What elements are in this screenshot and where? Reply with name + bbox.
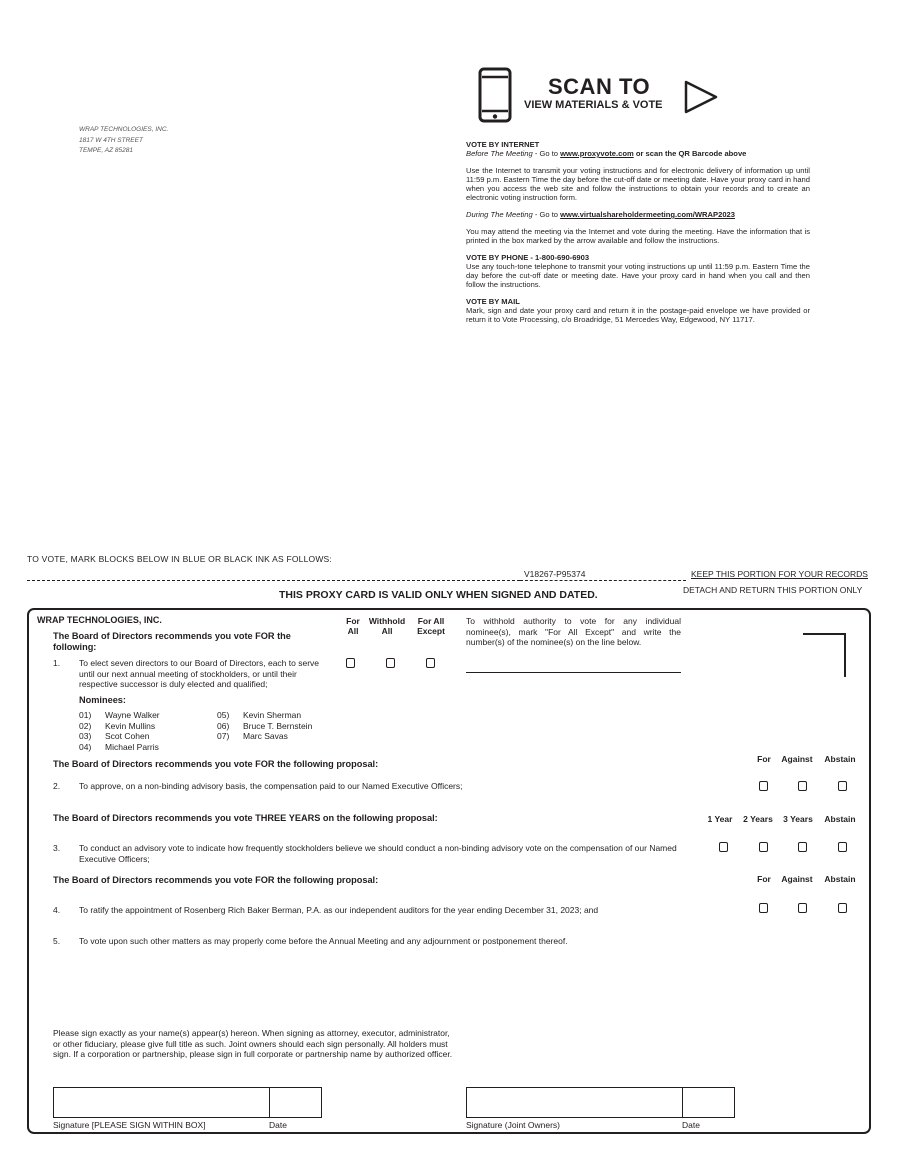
internet-heading: VOTE BY INTERNET (466, 140, 540, 149)
play-arrow-icon (683, 80, 719, 114)
nominee-number: 01) (79, 710, 92, 720)
checkbox-item4-abstain[interactable] (838, 903, 847, 913)
col-abstain: Abstain (824, 874, 856, 884)
mail-text: Mark, sign and date your proxy card and return it in the postage-paid envelope we have provided or return it to Vote Processing, c/o Broadridge, 51 Mercedes Way, Edgewood, NY 11717. (466, 306, 810, 324)
joint-signature-box[interactable] (466, 1087, 683, 1118)
col-for: For (757, 874, 771, 884)
nominee-name: Scot Cohen (105, 731, 150, 741)
nominee-number: 07) (217, 731, 230, 741)
smartphone-icon (478, 67, 512, 123)
list-item (79, 710, 160, 721)
item-4-text: To ratify the appointment of Rosenberg Rich Baker Berman, P.A. as our independent auditors for the year ending December 31, 2023; and (79, 905, 599, 915)
nominee-number: 05) (217, 710, 230, 720)
checkbox-withhold-all[interactable] (386, 658, 395, 668)
sender-line: WRAP TECHNOLOGIES, INC. (79, 126, 169, 133)
joint-date-label: Date (682, 1120, 700, 1130)
checkbox-item3-1-year[interactable] (719, 842, 728, 852)
nominee-name: Marc Savas (243, 731, 288, 741)
control-number-box-corner (803, 633, 846, 677)
checkbox-for-all-except[interactable] (426, 658, 435, 668)
keep-portion-text: KEEP THIS PORTION FOR YOUR RECORDS (691, 569, 868, 579)
before-meeting-label: Before The Meeting (466, 149, 533, 158)
signature-label: Signature [PLEASE SIGN WITHIN BOX] (53, 1120, 206, 1130)
list-item (217, 721, 312, 732)
virtual-meeting-link[interactable]: www.virtualshareholdermeeting.com/WRAP2023 (560, 210, 735, 219)
during-text: You may attend the meeting via the Internet and vote during the meeting. Have the information that is printed in the box marked by the arrow available and follow the instructions. (466, 227, 810, 245)
before-post: or scan the QR Barcode above (633, 149, 747, 158)
checkbox-item3-3-years[interactable] (798, 842, 807, 852)
list-item (217, 731, 312, 742)
item-3-number: 3. (53, 843, 61, 853)
detach-line (520, 580, 686, 581)
recommendation-2: The Board of Directors recommends you vote FOR the following proposal: (53, 759, 379, 769)
phone-text: Use any touch-tone telephone to transmit your voting instructions up until 11:59 p.m. Eastern Time the day before the cut-off date or meeting date. Have your proxy card in hand when you call and then follow the instructions. (466, 262, 810, 289)
checkbox-item3-2-years[interactable] (759, 842, 768, 852)
mark-instruction: TO VOTE, MARK BLOCKS BELOW IN BLUE OR BLACK INK AS FOLLOWS: (27, 554, 332, 564)
list-item (79, 742, 160, 753)
nominee-name: Michael Parris (105, 741, 159, 752)
checkbox-item2-against[interactable] (798, 781, 807, 791)
detach-return-text: DETACH AND RETURN THIS PORTION ONLY (683, 585, 863, 595)
checkbox-item2-abstain[interactable] (838, 781, 847, 791)
item-3-text: To conduct an advisory vote to indicate how frequently stockholders believe we should conduct a non-binding advisory vote on the compensation of our Named Executive Officers; (79, 843, 677, 864)
scan-subtitle: VIEW MATERIALS & VOTE (524, 99, 663, 111)
recommendation-3: The Board of Directors recommends you vote THREE YEARS on the following proposal: (53, 813, 438, 823)
checkbox-item3-abstain[interactable] (838, 842, 847, 852)
card-company-name: WRAP TECHNOLOGIES, INC. (37, 615, 162, 625)
col-abstain: Abstain (824, 754, 856, 764)
detach-line (27, 580, 520, 581)
col-abstain: Abstain (824, 814, 856, 824)
sender-address (79, 125, 168, 157)
item-4-number: 4. (53, 905, 61, 915)
phone-heading: VOTE BY PHONE - 1-800-690-6903 (466, 253, 590, 262)
col-withhold-all: Withhold All (368, 616, 406, 636)
col-against: Against (781, 754, 813, 764)
scan-title: SCAN TO (548, 74, 651, 99)
valid-notice: THIS PROXY CARD IS VALID ONLY WHEN SIGNED AND DATED. (279, 589, 598, 601)
sender-line: 1817 W 4TH STREET (79, 136, 143, 144)
col-for-all-except: For All Except (417, 616, 445, 636)
col-against: Against (781, 874, 813, 884)
voting-instructions (466, 140, 810, 332)
date-label: Date (269, 1120, 287, 1130)
sender-line: TEMPE, AZ 85281 (79, 147, 133, 154)
nominee-number: 04) (79, 741, 92, 752)
checkbox-item4-for[interactable] (759, 903, 768, 913)
during-meeting-label: During The Meeting (466, 210, 533, 219)
signature-box[interactable] (53, 1087, 270, 1118)
during-meeting-line (466, 210, 810, 219)
date-box[interactable] (269, 1087, 322, 1118)
col-for-all: For All (346, 616, 360, 636)
item-1-text: To elect seven directors to our Board of Directors, each to serve until our next annual meeting of stockholders, or until their respective successor is duly elected and qualified; (79, 658, 320, 689)
nominee-name: Wayne Walker (105, 710, 160, 720)
item-1-number: 1. (53, 658, 61, 668)
col-2-years: 2 Years (743, 814, 773, 824)
checkbox-item4-against[interactable] (798, 903, 807, 913)
item-5-number: 5. (53, 936, 61, 946)
nominee-number: 03) (79, 731, 92, 741)
checkbox-item2-for[interactable] (759, 781, 768, 791)
control-id: V18267-P95374 (524, 569, 586, 579)
internet-text: Use the Internet to transmit your voting instructions and for electronic delivery of information up until 11:59 p.m. Eastern Time the day before the cut-off date or meeting date. Have your proxy card in hand when you access the web site and follow the instructions to obtain your records and to create an electronic voting instruction form. (466, 166, 810, 202)
col-1-year: 1 Year (707, 814, 733, 824)
nominee-list-left (79, 710, 160, 752)
during-pre: - Go to (532, 210, 561, 219)
signing-instructions: Please sign exactly as your name(s) appear(s) hereon. When signing as attorney, executor, administrator, or other fiduciary, please give full title as such. Joint owners should each sign personally. All holders must sign. If a corporation or partnership, please sign in full corporate or partnership name by authorized officer. (53, 1028, 453, 1059)
col-for: For (757, 754, 771, 764)
proxyvote-link[interactable]: www.proxyvote.com (560, 149, 634, 158)
list-item (79, 721, 160, 732)
nominee-list-right (217, 710, 312, 742)
nominees-label: Nominees: (79, 695, 126, 705)
recommendation-4: The Board of Directors recommends you vote FOR the following proposal: (53, 875, 379, 885)
item-2-text: To approve, on a non-binding advisory basis, the compensation paid to our Named Executive Officers; (79, 781, 463, 791)
before-pre: - Go to (532, 149, 561, 158)
recommendation-1: The Board of Directors recommends you vote FOR the following: (53, 631, 291, 652)
list-item (79, 731, 160, 742)
nominee-number: 02) (79, 720, 92, 731)
nominee-number: 06) (217, 720, 230, 731)
nominee-name: Bruce T. Bernstein (243, 720, 313, 731)
withhold-instructions: To withhold authority to vote for any individual nominee(s), mark "For All Except" and write the number(s) of the nominee(s) on the line below. (466, 616, 681, 647)
before-meeting-line (466, 149, 810, 158)
joint-signature-label: Signature (Joint Owners) (466, 1120, 561, 1130)
joint-date-box[interactable] (682, 1087, 735, 1118)
mail-heading: VOTE BY MAIL (466, 297, 520, 306)
nominee-name: Kevin Mullins (105, 720, 156, 731)
item-5-text: To vote upon such other matters as may properly come before the Annual Meeting and any adjournment or postponement thereof. (79, 936, 568, 946)
list-item (217, 710, 312, 721)
item-2-number: 2. (53, 781, 61, 791)
nominee-name: Kevin Sherman (243, 710, 302, 720)
except-nominee-line[interactable] (466, 672, 681, 673)
col-3-years: 3 Years (783, 814, 813, 824)
checkbox-for-all[interactable] (346, 658, 355, 668)
